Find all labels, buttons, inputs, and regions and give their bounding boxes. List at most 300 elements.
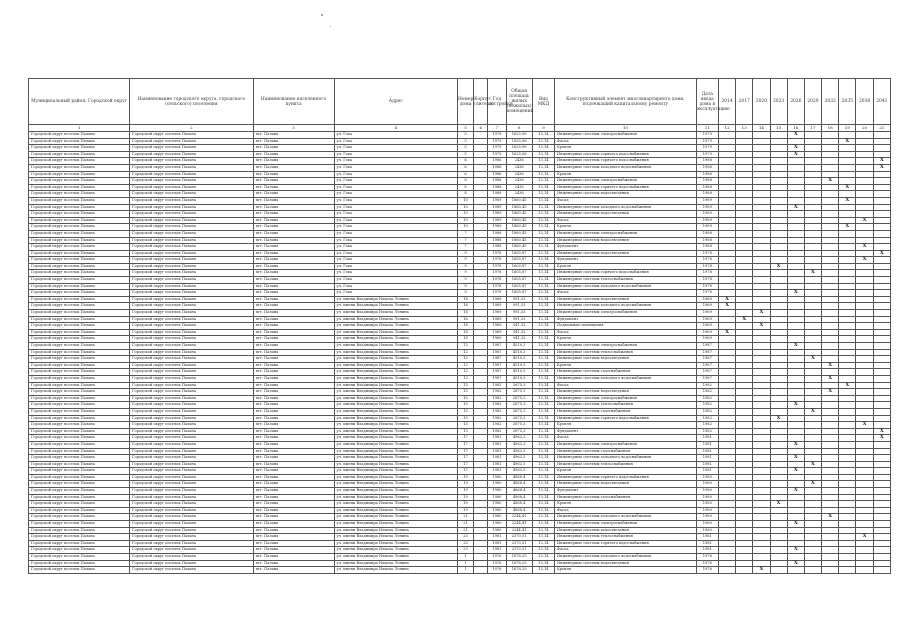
- table-cell: Инженерные системы электроснабжения: [555, 343, 697, 350]
- table-cell: Кровля: [555, 171, 697, 178]
- table-cell: ул. имени Владимира Ильича Ленина: [334, 468, 457, 475]
- table-cell: [804, 369, 821, 376]
- table-cell: 1988: [488, 244, 506, 251]
- table-cell: [753, 362, 770, 369]
- table-cell: Городской округ поселок Палана: [130, 527, 253, 534]
- table-row: [29, 369, 891, 376]
- table-cell: [839, 164, 856, 171]
- table-cell: [474, 389, 488, 396]
- table-cell: [474, 501, 488, 508]
- table-cell: [770, 356, 787, 363]
- table-cell: 1969: [696, 323, 718, 330]
- table-cell: [474, 343, 488, 350]
- table-row: [29, 283, 891, 290]
- header-cell: 2032: [822, 79, 839, 125]
- table-cell: 1976: [696, 560, 718, 567]
- table-row: [29, 244, 891, 251]
- table-cell: [856, 382, 873, 389]
- table-cell: Фасад: [555, 435, 697, 442]
- table-cell: Городской округ поселок Палана: [29, 250, 130, 257]
- table-cell: Кровля: [555, 567, 697, 574]
- table-cell: ул. Гоха: [334, 138, 457, 145]
- table-cell: 15: [457, 428, 473, 435]
- table-cell: 13,14: [532, 270, 554, 277]
- table-cell: [770, 534, 787, 541]
- table-cell: 13,14: [532, 310, 554, 317]
- table-cell: 12: [457, 375, 473, 382]
- table-cell: [787, 527, 804, 534]
- table-cell: [770, 132, 787, 139]
- table-cell: Инженерные системы горячего водоснабжения: [555, 474, 697, 481]
- table-cell: [804, 197, 821, 204]
- table-cell: [474, 164, 488, 171]
- table-cell: [753, 336, 770, 343]
- table-cell: 13,14: [532, 448, 554, 455]
- table-cell: 2436: [506, 171, 532, 178]
- table-cell: Городской округ поселок Палана: [130, 244, 253, 251]
- table-cell: пгт. Палана: [253, 488, 334, 495]
- header-cell: Наименование городского округа, городского (сельского) поселения: [130, 79, 253, 125]
- table-cell: Городской округ поселок Палана: [130, 277, 253, 284]
- table-cell: [474, 474, 488, 481]
- table-cell: [753, 441, 770, 448]
- table-cell: [804, 435, 821, 442]
- table-cell: 9: [532, 125, 554, 132]
- table-cell: [718, 481, 735, 488]
- table-cell: 1981: [488, 455, 506, 462]
- table-cell: 4962,3: [506, 448, 532, 455]
- table-cell: [873, 481, 890, 488]
- capital-repair-table: [28, 78, 891, 574]
- table-cell: Городской округ поселок Палана: [130, 171, 253, 178]
- table-cell: 1: [457, 554, 473, 561]
- table-cell: [736, 211, 753, 218]
- table-cell: Инженерные системы холодного водоснабжения: [555, 204, 697, 211]
- table-cell: [839, 323, 856, 330]
- header-row: [29, 79, 891, 125]
- table-cell: Городской округ поселок Палана: [130, 316, 253, 323]
- header-cell: Год постройки: [488, 79, 506, 125]
- table-cell: пгт. Палана: [253, 547, 334, 554]
- table-cell: 13,14: [532, 560, 554, 567]
- table-cell: [718, 474, 735, 481]
- table-cell: Городской округ поселок Палана: [130, 468, 253, 475]
- table-cell: пгт. Палана: [253, 303, 334, 310]
- table-cell: [856, 402, 873, 409]
- table-cell: X: [822, 514, 839, 521]
- table-cell: [822, 567, 839, 574]
- table-cell: [718, 211, 735, 218]
- table-cell: 13,14: [532, 151, 554, 158]
- table-cell: [770, 507, 787, 514]
- table-cell: пгт. Палана: [253, 270, 334, 277]
- table-cell: 1986: [488, 158, 506, 165]
- table-cell: [718, 395, 735, 402]
- table-cell: [787, 507, 804, 514]
- table-cell: [736, 415, 753, 422]
- table-cell: пгт. Палана: [253, 567, 334, 574]
- table-cell: 2370,51: [506, 540, 532, 547]
- table-cell: 2244,41: [506, 527, 532, 534]
- table-cell: ул. Гоха: [334, 244, 457, 251]
- table-cell: Городской округ поселок Палана: [29, 514, 130, 521]
- table-cell: 2675,3: [506, 389, 532, 396]
- table-cell: [856, 408, 873, 415]
- table-cell: ул. Гоха: [334, 257, 457, 264]
- table-cell: [873, 257, 890, 264]
- table-cell: пгт. Палана: [253, 343, 334, 350]
- table-cell: 10: [457, 224, 473, 231]
- table-cell: 15: [457, 395, 473, 402]
- table-cell: [770, 336, 787, 343]
- table-cell: ул. имени Владимира Ильича Ленина: [334, 481, 457, 488]
- table-cell: [856, 468, 873, 475]
- table-cell: 1976: [696, 567, 718, 574]
- table-cell: [718, 455, 735, 462]
- table-cell: [787, 356, 804, 363]
- table-cell: Инженерные системы водоотведения: [555, 191, 697, 198]
- table-cell: 1605,87: [506, 250, 532, 257]
- table-cell: [839, 349, 856, 356]
- table-cell: [839, 474, 856, 481]
- table-cell: Городской округ поселок Палана: [130, 422, 253, 429]
- table-cell: [787, 230, 804, 237]
- table-cell: [474, 270, 488, 277]
- table-cell: 1978: [696, 277, 718, 284]
- table-cell: Городской округ поселок Палана: [130, 560, 253, 567]
- table-cell: Городской округ поселок Палана: [130, 540, 253, 547]
- table-cell: [736, 441, 753, 448]
- table-cell: Кровля: [555, 362, 697, 369]
- table-cell: 1986: [488, 171, 506, 178]
- table-cell: Городской округ поселок Палана: [29, 244, 130, 251]
- table-cell: Городской округ поселок Палана: [130, 349, 253, 356]
- table-cell: [474, 560, 488, 567]
- table-cell: ул. имени Владимира Ильича Ленина: [334, 415, 457, 422]
- table-cell: 1987: [696, 362, 718, 369]
- table-cell: [804, 567, 821, 574]
- table-cell: Фундамент: [555, 257, 697, 264]
- table-cell: 1989: [488, 204, 506, 211]
- table-cell: [873, 277, 890, 284]
- table-cell: [474, 197, 488, 204]
- table-cell: 1981: [696, 455, 718, 462]
- table-cell: [873, 184, 890, 191]
- table-cell: [856, 389, 873, 396]
- table-cell: X: [822, 178, 839, 185]
- table-cell: [474, 283, 488, 290]
- table-cell: [718, 132, 735, 139]
- table-cell: 1987: [488, 362, 506, 369]
- table-cell: Фасад: [555, 138, 697, 145]
- table-cell: пгт. Палана: [253, 362, 334, 369]
- table-cell: [474, 329, 488, 336]
- table-cell: Городской округ поселок Палана: [130, 375, 253, 382]
- table-cell: 17: [457, 441, 473, 448]
- table-row: [29, 428, 891, 435]
- table-cell: пгт. Палана: [253, 428, 334, 435]
- table-cell: [804, 501, 821, 508]
- table-row: [29, 507, 891, 514]
- table-cell: [804, 547, 821, 554]
- table-cell: [822, 217, 839, 224]
- table-cell: [753, 237, 770, 244]
- table-cell: 5: [457, 132, 473, 139]
- table-cell: [770, 250, 787, 257]
- table-cell: [753, 145, 770, 152]
- table-cell: 4962,3: [506, 455, 532, 462]
- table-cell: 1860,45: [506, 237, 532, 244]
- table-cell: [856, 521, 873, 528]
- table-cell: [718, 184, 735, 191]
- table-cell: 941,32: [506, 323, 532, 330]
- table-cell: [770, 540, 787, 547]
- table-row: [29, 164, 891, 171]
- table-cell: [873, 534, 890, 541]
- table-cell: 9: [457, 263, 473, 270]
- table-cell: [873, 507, 890, 514]
- table-cell: [856, 138, 873, 145]
- table-cell: [822, 323, 839, 330]
- table-cell: 13,14: [532, 197, 554, 204]
- table-cell: [804, 277, 821, 284]
- table-cell: Инженерные системы водоотведения: [555, 296, 697, 303]
- table-cell: 10: [457, 217, 473, 224]
- table-cell: 1969: [696, 336, 718, 343]
- table-cell: [770, 527, 787, 534]
- table-cell: [822, 270, 839, 277]
- table-cell: 1988: [488, 178, 506, 185]
- table-cell: Городской округ поселок Палана: [130, 408, 253, 415]
- table-cell: [718, 283, 735, 290]
- table-cell: 13,14: [532, 547, 554, 554]
- table-row: [29, 468, 891, 475]
- table-cell: [804, 336, 821, 343]
- table-cell: [718, 349, 735, 356]
- table-cell: пгт. Палана: [253, 521, 334, 528]
- table-cell: [856, 310, 873, 317]
- table-cell: 2436: [506, 191, 532, 198]
- table-cell: [804, 184, 821, 191]
- table-cell: 13,14: [532, 474, 554, 481]
- table-cell: 13,14: [532, 362, 554, 369]
- table-cell: 17: [804, 125, 821, 132]
- table-cell: [753, 468, 770, 475]
- table-cell: [787, 382, 804, 389]
- table-cell: [474, 191, 488, 198]
- table-cell: [474, 435, 488, 442]
- table-cell: ул. имени Владимира Ильича Ленина: [334, 461, 457, 468]
- table-cell: [804, 151, 821, 158]
- table-cell: [718, 507, 735, 514]
- table-cell: 1982: [696, 428, 718, 435]
- table-row: [29, 138, 891, 145]
- table-cell: Городской округ поселок Палана: [29, 283, 130, 290]
- table-cell: [736, 501, 753, 508]
- table-cell: [718, 382, 735, 389]
- table-cell: 2675,3: [506, 408, 532, 415]
- table-cell: 991,53: [506, 316, 532, 323]
- table-cell: [873, 270, 890, 277]
- table-row: [29, 494, 891, 501]
- table-cell: [753, 389, 770, 396]
- table-cell: 1989: [696, 224, 718, 231]
- table-cell: [822, 474, 839, 481]
- table-cell: Кровля: [555, 263, 697, 270]
- table-cell: [718, 164, 735, 171]
- table-cell: ул. имени Владимира Ильича Ленина: [334, 362, 457, 369]
- table-cell: [873, 211, 890, 218]
- table-cell: [474, 422, 488, 429]
- table-cell: [839, 343, 856, 350]
- table-cell: 1605,87: [506, 277, 532, 284]
- table-cell: 14: [753, 125, 770, 132]
- table-cell: [736, 389, 753, 396]
- table-cell: 4: [334, 125, 457, 132]
- table-cell: Городской округ поселок Палана: [29, 382, 130, 389]
- table-cell: пгт. Палана: [253, 250, 334, 257]
- table-cell: ул. Гоха: [334, 145, 457, 152]
- table-cell: пгт. Палана: [253, 290, 334, 297]
- table-cell: 1980: [696, 507, 718, 514]
- table-cell: [736, 468, 753, 475]
- table-cell: 13,14: [532, 290, 554, 297]
- table-cell: 1982: [488, 415, 506, 422]
- table-cell: [718, 151, 735, 158]
- table-cell: [804, 560, 821, 567]
- table-cell: 1981: [696, 547, 718, 554]
- table-row: [29, 395, 891, 402]
- table-cell: [804, 237, 821, 244]
- table-cell: Инженерные системы электроснабжения: [555, 521, 697, 528]
- table-cell: 1988: [696, 191, 718, 198]
- table-cell: [822, 435, 839, 442]
- table-cell: пгт. Палана: [253, 527, 334, 534]
- table-cell: пгт. Палана: [253, 263, 334, 270]
- table-cell: [718, 316, 735, 323]
- table-cell: 4868,4: [506, 494, 532, 501]
- table-cell: 1982: [696, 415, 718, 422]
- table-cell: 10: [457, 204, 473, 211]
- table-cell: [736, 323, 753, 330]
- table-cell: [822, 191, 839, 198]
- table-cell: 941,32: [506, 329, 532, 336]
- table-row: [29, 435, 891, 442]
- table-cell: [787, 191, 804, 198]
- table-cell: 1980: [696, 481, 718, 488]
- table-cell: [753, 178, 770, 185]
- table-cell: Городской округ поселок Палана: [130, 204, 253, 211]
- table-cell: 1981: [488, 468, 506, 475]
- table-cell: [839, 362, 856, 369]
- table-cell: [839, 369, 856, 376]
- table-cell: [736, 217, 753, 224]
- table-cell: [839, 270, 856, 277]
- table-cell: [753, 204, 770, 211]
- table-row: [29, 527, 891, 534]
- table-cell: Инженерные системы теплоснабжения: [555, 534, 697, 541]
- table-cell: [736, 494, 753, 501]
- table-cell: Городской округ поселок Палана: [130, 230, 253, 237]
- table-cell: [856, 158, 873, 165]
- table-cell: 13,14: [532, 415, 554, 422]
- table-cell: [839, 554, 856, 561]
- table-cell: [753, 435, 770, 442]
- table-cell: [718, 441, 735, 448]
- table-row: [29, 343, 891, 350]
- table-cell: [822, 455, 839, 462]
- table-cell: [856, 395, 873, 402]
- table-cell: [822, 164, 839, 171]
- table-cell: [770, 402, 787, 409]
- table-cell: [770, 138, 787, 145]
- table-cell: 1980: [696, 527, 718, 534]
- table-cell: Городской округ поселок Палана: [130, 441, 253, 448]
- table-cell: [839, 488, 856, 495]
- table-cell: 1979: [696, 145, 718, 152]
- table-cell: 1969: [488, 336, 506, 343]
- table-cell: [856, 540, 873, 547]
- table-cell: [787, 217, 804, 224]
- table-cell: Городской округ поселок Палана: [130, 178, 253, 185]
- table-row: [29, 461, 891, 468]
- table-cell: [474, 402, 488, 409]
- table-cell: 18: [822, 125, 839, 132]
- table-cell: пгт. Палана: [253, 402, 334, 409]
- table-cell: 1969: [488, 310, 506, 317]
- table-cell: 9: [457, 283, 473, 290]
- table-cell: 6: [457, 164, 473, 171]
- header-cell: 2014: [718, 79, 735, 125]
- table-cell: [753, 422, 770, 429]
- table-row: [29, 211, 891, 218]
- table-cell: 2436: [506, 158, 532, 165]
- table-cell: [839, 329, 856, 336]
- table-cell: [718, 217, 735, 224]
- table-cell: 1982: [488, 402, 506, 409]
- table-cell: [873, 382, 890, 389]
- table-cell: Городской округ поселок Палана: [29, 211, 130, 218]
- table-cell: Городской округ поселок Палана: [29, 422, 130, 429]
- table-cell: [839, 263, 856, 270]
- table-cell: Инженерные системы холодного водоснабжения: [555, 164, 697, 171]
- table-cell: 12: [457, 362, 473, 369]
- table-cell: [804, 310, 821, 317]
- table-cell: ул. Гоха: [334, 164, 457, 171]
- table-cell: X: [804, 481, 821, 488]
- table-cell: 1860,45: [506, 230, 532, 237]
- table-row: [29, 441, 891, 448]
- table-cell: 991,53: [506, 303, 532, 310]
- table-cell: [856, 283, 873, 290]
- table-cell: [873, 461, 890, 468]
- table-cell: [839, 389, 856, 396]
- table-cell: 13,14: [532, 237, 554, 244]
- table-cell: Инженерные системы горячего водоснабжения: [555, 270, 697, 277]
- header-cell: 2038: [856, 79, 873, 125]
- table-cell: 6: [474, 125, 488, 132]
- table-cell: Городской округ поселок Палана: [29, 270, 130, 277]
- table-cell: [753, 547, 770, 554]
- table-cell: [753, 164, 770, 171]
- table-cell: ул. имени Владимира Ильича Ленина: [334, 369, 457, 376]
- table-cell: [787, 184, 804, 191]
- table-cell: 16: [457, 316, 473, 323]
- table-cell: Кровля: [555, 336, 697, 343]
- table-cell: [736, 547, 753, 554]
- table-cell: [736, 455, 753, 462]
- table-cell: [474, 237, 488, 244]
